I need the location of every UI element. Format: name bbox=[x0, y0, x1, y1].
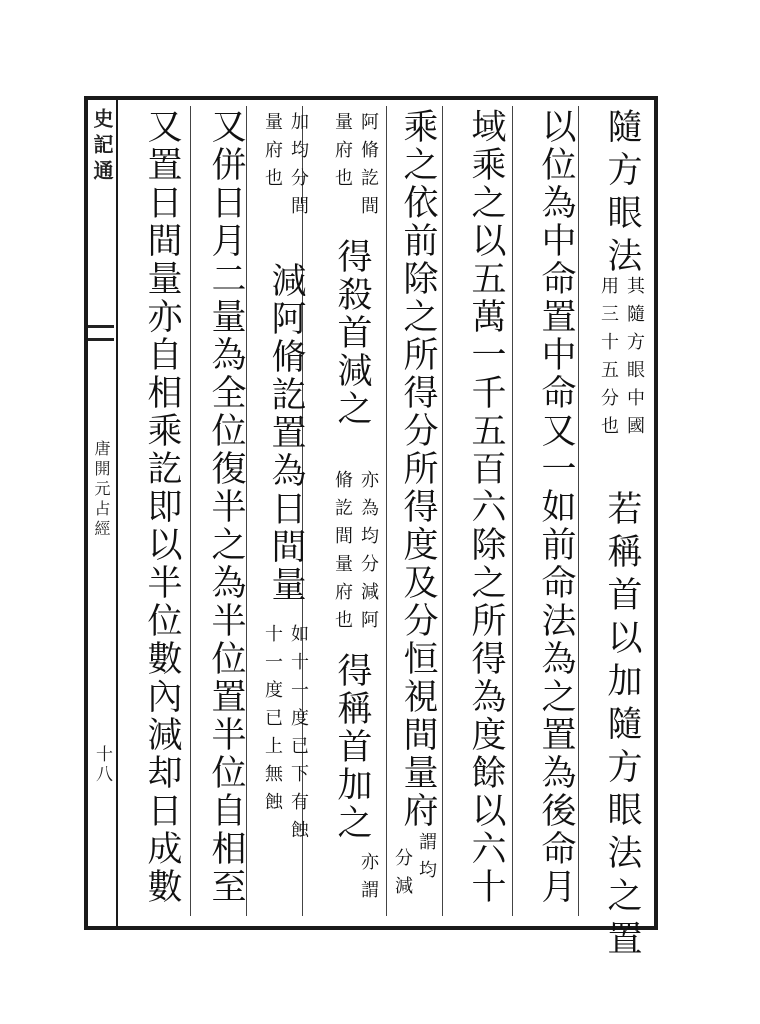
text-column-8 bbox=[140, 108, 184, 906]
text-column-4 bbox=[396, 108, 440, 830]
main-text: 隨方眼法 bbox=[602, 108, 642, 280]
column-rule bbox=[386, 106, 387, 916]
main-text: 得稱首加之 bbox=[332, 652, 372, 842]
annotation-right: 亦謂 bbox=[358, 852, 379, 908]
main-text: 以位為中命置中命又一如前命法為之置為後命月 bbox=[536, 108, 576, 906]
annotation-right: 加均分間 bbox=[288, 112, 309, 224]
margin-chapter-title: 唐開元占經 bbox=[92, 440, 111, 540]
main-text: 得殺首減之 bbox=[332, 238, 372, 428]
text-column-5b bbox=[330, 652, 374, 842]
text-column-6 bbox=[264, 262, 308, 604]
annotation-left: 量府也 bbox=[262, 112, 283, 196]
fish-tail-mark-icon bbox=[88, 325, 114, 341]
margin-page-number: 十八 bbox=[92, 745, 112, 785]
column-rule bbox=[442, 106, 443, 916]
column-rule bbox=[512, 106, 513, 916]
main-text: 域乘之以五萬一千五百六除之所得為度餘以六十 bbox=[466, 108, 506, 906]
annotation-right: 亦為均分減阿 bbox=[358, 470, 379, 638]
annotation-left: 分減 bbox=[392, 848, 413, 904]
annotation-left: 量府也 bbox=[332, 112, 353, 196]
main-text: 又置日間量亦自相乘訖即以半位數內減却日成數 bbox=[142, 108, 182, 906]
text-column-3 bbox=[464, 108, 508, 906]
main-text: 又併日月二量為全位復半之為半位置半位自相至 bbox=[206, 108, 246, 906]
annotation-right: 如十一度已下有蝕 bbox=[288, 624, 309, 848]
column-rule bbox=[578, 106, 579, 916]
main-text: 減阿脩訖置為日間量 bbox=[266, 262, 306, 604]
text-column-7 bbox=[204, 108, 248, 906]
annotation-right: 其隨方眼中國 bbox=[624, 276, 645, 444]
annotation-left: 十一度已上無蝕 bbox=[262, 624, 283, 820]
annotation-left: 脩訖間量府也 bbox=[332, 470, 353, 638]
margin-book-title: 史記通 bbox=[90, 108, 114, 186]
text-column-1 bbox=[600, 108, 644, 280]
text-column-5 bbox=[330, 238, 374, 428]
annotation-left: 用三十五分也 bbox=[598, 276, 619, 444]
annotation-right: 阿脩訖間 bbox=[358, 112, 379, 224]
column-rule bbox=[190, 106, 191, 916]
main-text: 若稱首以加隨方眼法之置 bbox=[602, 490, 642, 963]
text-column-1b bbox=[600, 490, 644, 963]
annotation-right: 謂均 bbox=[416, 832, 437, 888]
text-column-2 bbox=[534, 108, 578, 906]
main-text: 乘之依前除之所得分所得度及分恒視間量府 bbox=[398, 108, 438, 830]
